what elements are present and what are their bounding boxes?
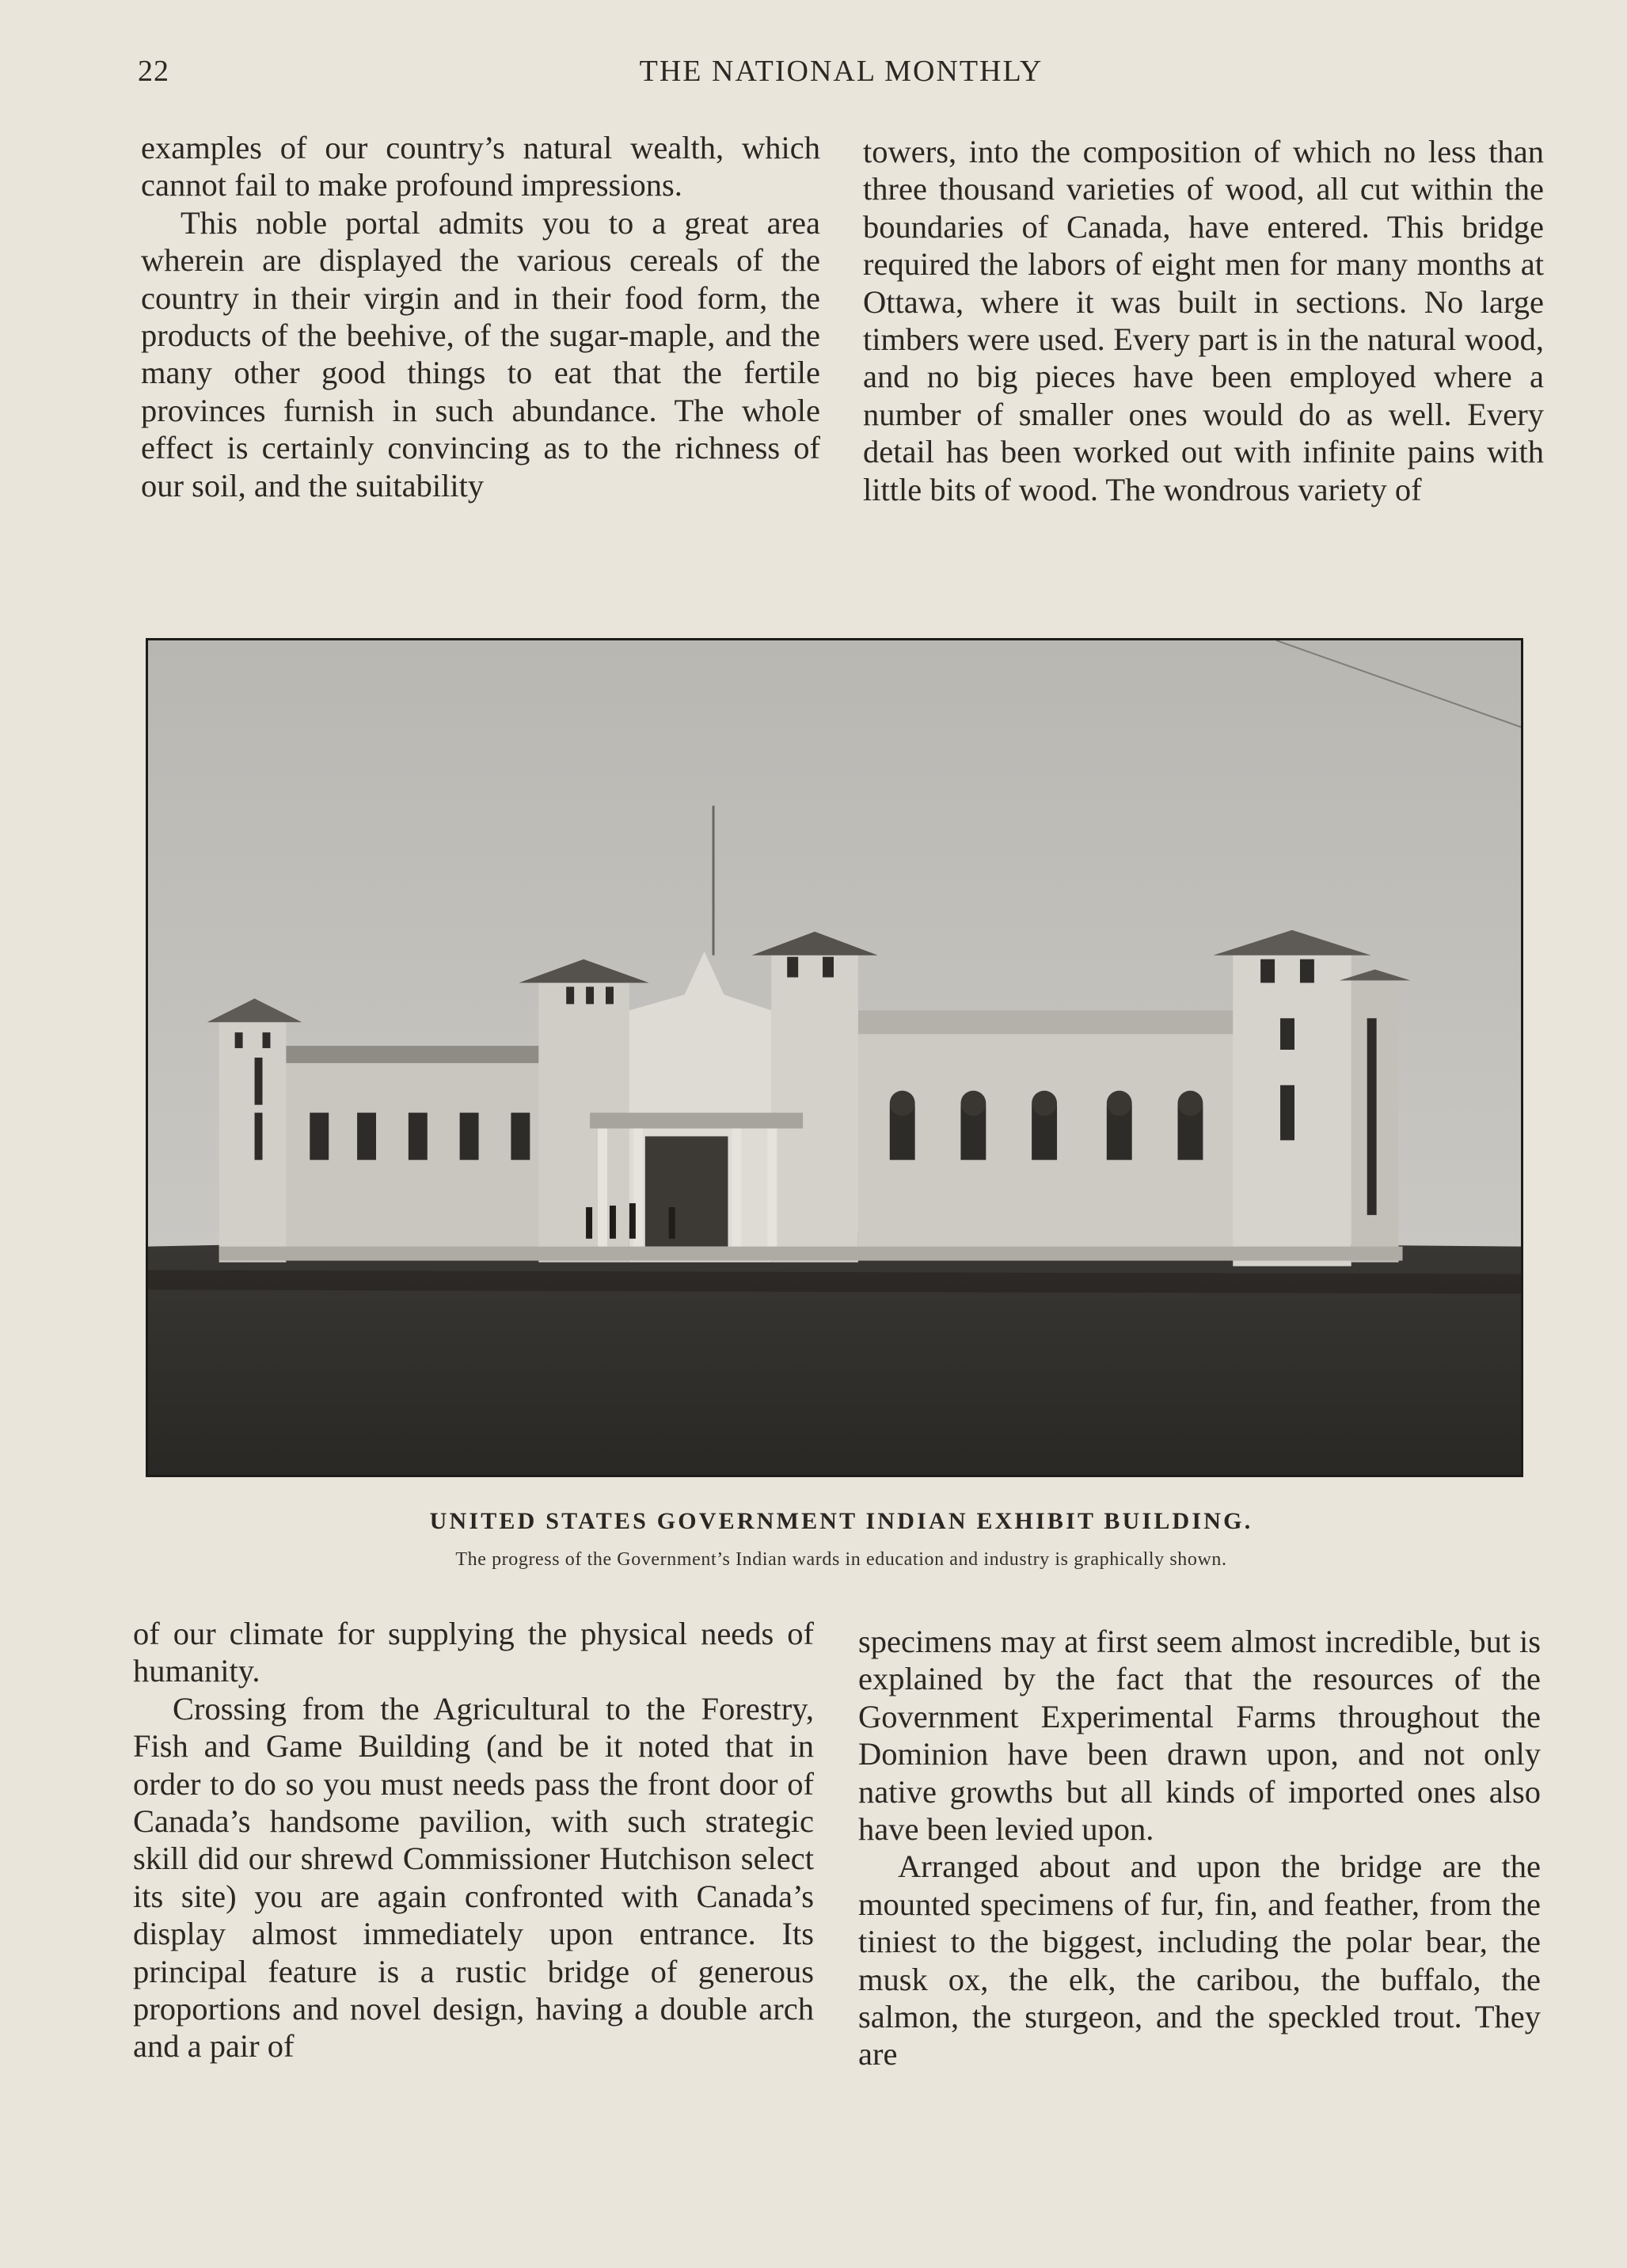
paragraph: examples of our country’s natural wealth, which cannot fail to make profound impressions. [141,130,820,203]
building-photograph [146,638,1523,1477]
column-top-right [863,133,1544,508]
paragraph: Arranged about and upon the bridge are the mounted specimens of fur, fin, and feather, from the tiniest to the biggest, including the polar bear, the musk ox, the elk, the caribou, the buffalo, the salmon, the sturgeon, and the speckled trout. They are [858,1848,1541,2072]
paragraph: Crossing from the Agricultural to the Forestry, Fish and Game Building (and be it noted that in order to do so you must needs pass the front door of Canada’s handsome pavilion, with such strategic skill did our shrewd Commissioner Hutchison select its site) you are again confronted with Canada’s display almost immediately upon entrance. Its principal feature is a rustic bridge of generous proportions and novel design, having a double arch and a pair of [133,1690,814,2065]
page-header [0,54,1627,101]
paragraph: towers, into the composition of which no less than three thousand varieties of wood, all cut within the boundaries of Canada, have entered. This bridge required the labors of eight men for many months at Ottawa, where it was built in sections. No large timbers were used. Every part is in the natural wood, and no big pieces have been employed where a number of smaller ones would do as well. Every detail has been worked out with infinite pains with little bits of wood. The wondrous variety of [863,134,1544,507]
figure-caption-title: UNITED STATES GOVERNMENT INDIAN EXHIBIT BUILDING. [429,1508,1253,1534]
figure-caption-subtitle: The progress of the Government’s Indian wards in education and industry is graphically shown. [455,1549,1227,1570]
column-top-left [141,129,820,504]
column-bottom-left [133,1615,814,2065]
paragraph: This noble portal admits you to a great area wherein are displayed the various cereals of the country in their virgin and in their food form, the products of the beehive, of the sugar-maple, and the many other good things to eat that the fertile provinces furnish in such abundance. The whole effect is certainly convincing as to the richness of our soil, and the suitability [141,204,820,503]
building-photo-illustration [148,640,1521,1475]
column-bottom-right [858,1623,1541,2073]
paragraph: of our climate for supplying the physical needs of humanity. [133,1616,814,1689]
paragraph: specimens may at first seem almost incredible, but is explained by the fact that the resources of the Government Experimental Farms throughout the Dominion have been drawn upon, and not only native growths but all kinds of imported ones also have been levied upon. [858,1624,1541,1848]
running-head: THE NATIONAL MONTHLY [639,55,1043,88]
page-number: 22 [138,55,169,88]
